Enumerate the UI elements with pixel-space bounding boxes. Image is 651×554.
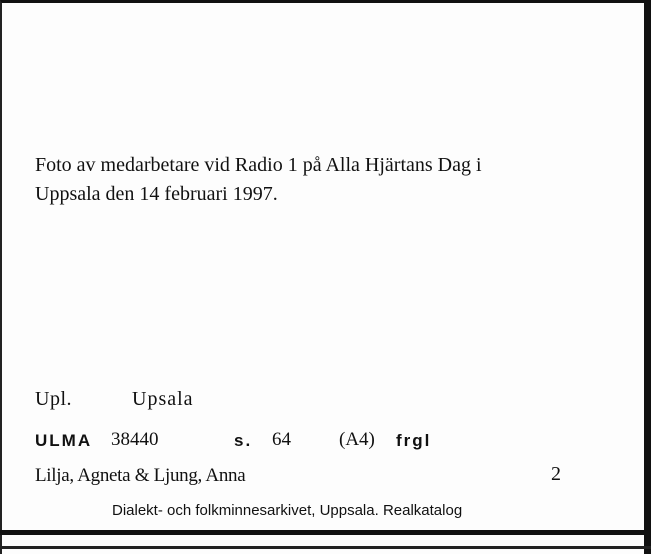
page-label: s. xyxy=(234,431,253,450)
description-line-2: Uppsala den 14 februari 1997. xyxy=(35,183,278,205)
persons: Lilja, Agneta & Ljung, Anna xyxy=(35,465,246,486)
accession-number: 38440 xyxy=(111,429,159,450)
page-number: 64 xyxy=(272,429,291,450)
description-line-1: Foto av medarbetare vid Radio 1 på Alla Hjärtans Dag i xyxy=(35,154,482,176)
bottom-rule-lower xyxy=(0,546,651,549)
archive-abbrev: ULMA xyxy=(35,431,93,450)
archive-name: Dialekt- och folkminnesarkivet, Uppsala. Realkatalog xyxy=(112,502,463,519)
item-count: 2 xyxy=(551,463,561,485)
format: (A4) xyxy=(339,429,375,450)
place-name: Upsala xyxy=(132,388,194,410)
description xyxy=(35,151,595,209)
place-code: Upl. xyxy=(35,388,72,410)
bottom-rule xyxy=(0,530,651,535)
color-type: frgl xyxy=(396,431,432,450)
